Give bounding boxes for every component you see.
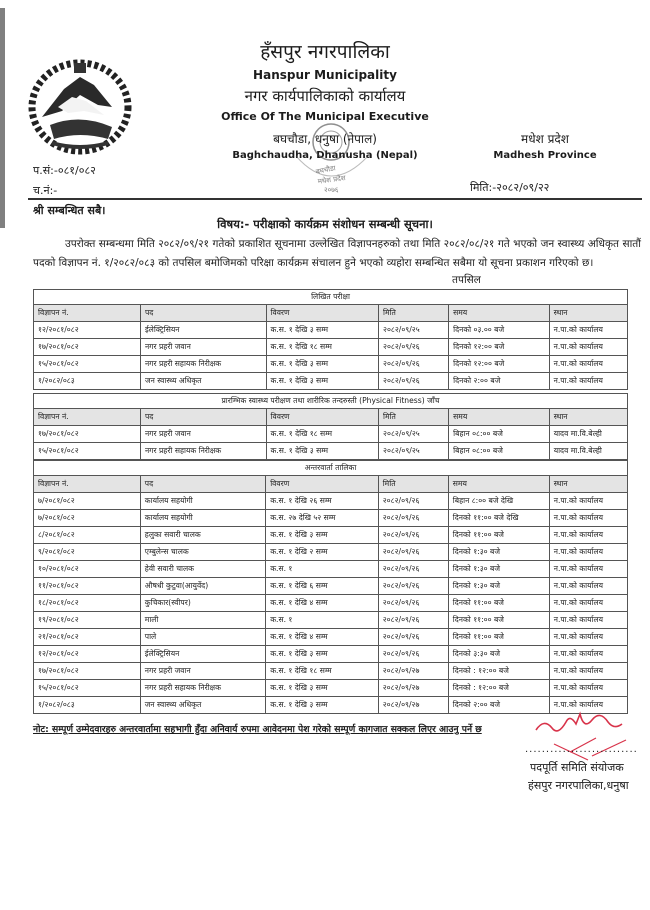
table-cell: १०/२०८१/०८२ (34, 561, 141, 578)
table-cell: कार्यालय सहयोगी (140, 510, 265, 527)
table-cell: २०८२/०९/२६ (378, 612, 448, 629)
table-row (34, 629, 628, 646)
table-cell: ११/२०८१/०८२ (34, 578, 141, 595)
column-header: विवरण (266, 409, 379, 426)
table-cell: क.स. १ देखि २ सम्म (266, 544, 379, 561)
svg-text:मधेश प्रदेश: मधेश प्रदेश (317, 173, 347, 186)
table-cell: कार्यालय सहयोगी (140, 493, 265, 510)
table-cell: दिनको १:३० बजे (448, 544, 549, 561)
table-row (34, 373, 628, 390)
table-cell: २०८२/०९/२६ (378, 646, 448, 663)
address-en: Baghchaudha, Dhanusha (Nepal) (232, 150, 418, 161)
table-cell: न.पा.को कार्यालय (549, 697, 627, 714)
table-row (34, 612, 628, 629)
table-cell: जन स्वास्थ्य अधिकृत (140, 697, 265, 714)
column-header: विवरण (266, 305, 379, 322)
table-cell: क.स. १ देखि ३ सम्म (266, 697, 379, 714)
table-cell: क.स. १ देखि ३ सम्म (266, 527, 379, 544)
interview-table (33, 460, 628, 714)
table-cell: क.स. १ देखि ३ सम्म (266, 373, 379, 390)
signature-line: ........................... (525, 744, 638, 755)
table-cell: एम्बुलेन्स चालक (140, 544, 265, 561)
table-row (34, 339, 628, 356)
table-cell: यादव मा.वि.बेल्ही (549, 426, 627, 443)
table-cell: २०८२/०९/२५ (379, 426, 449, 443)
table-cell: औषधी कुटुवा(आयुर्वेद) (140, 578, 265, 595)
table-cell: २०८२/०९/२७ (378, 663, 448, 680)
province-np: मधेश प्रदेश (521, 132, 569, 146)
table-cell: १५/२०८१/०८२ (34, 356, 141, 373)
body-paragraph (33, 235, 641, 273)
table-cell: क.स. १ देखि १८ सम्म (266, 339, 379, 356)
table-cell: दिनको : १२:०० बजे (448, 680, 549, 697)
table-cell: क.स. १ (266, 561, 379, 578)
table-cell: दिनको १२:०० बजे (449, 339, 550, 356)
column-header: पद (140, 409, 266, 426)
table-cell: न.पा.को कार्यालय (549, 493, 627, 510)
table-cell: क.स. १ देखि ३ सम्म (266, 356, 379, 373)
table-cell: २०८२/०९/२६ (379, 339, 449, 356)
table-cell: दिनको २:०० बजे (448, 697, 549, 714)
interview-caption: अन्तरवार्ता तालिका (34, 461, 628, 476)
table-cell: नगर प्रहरी सहायक निरीक्षक (140, 680, 265, 697)
table-cell: २०८२/०९/२७ (378, 697, 448, 714)
table-cell: ९/२०८१/०८२ (34, 544, 141, 561)
table-cell: २०८२/०९/२६ (378, 595, 448, 612)
table-cell: क.स. १ देखि १८ सम्म (266, 426, 379, 443)
dispatch-number: च.नं:- (33, 184, 58, 197)
table-row (34, 510, 628, 527)
column-header: स्थान (549, 409, 627, 426)
table-cell: बिहान ०८:०० बजे (449, 426, 550, 443)
table-cell: न.पा.को कार्यालय (549, 612, 627, 629)
table-cell: क.स. १ देखि १८ सम्म (266, 663, 379, 680)
table-cell: १८/२०८१/०८२ (34, 595, 141, 612)
table-row (34, 527, 628, 544)
table-cell: २०८२/०९/२६ (378, 527, 448, 544)
table-cell: दिनको ११:०० बजे देखि (448, 510, 549, 527)
table-cell: न.पा.को कार्यालय (549, 527, 627, 544)
table-cell: जन स्वास्थ्य अधिकृत (140, 373, 266, 390)
table-cell: १७/२०८१/०८२ (34, 339, 141, 356)
table-row (34, 426, 628, 443)
municipality-name-en: Hanspur Municipality (253, 68, 397, 82)
table-cell: दिनको ३:३० बजे (448, 646, 549, 663)
signature (530, 700, 640, 765)
table-cell: २०८२/०९/२६ (379, 373, 449, 390)
column-header: स्थान (549, 476, 627, 493)
table-cell: १/२०८२/०८३ (34, 373, 141, 390)
province-en: Madhesh Province (493, 150, 597, 161)
office-stamp (286, 116, 376, 196)
column-header: समय (449, 409, 550, 426)
office-name-np: नगर कार्यपालिकाको कार्यालय (244, 87, 406, 105)
table-cell: १७/२०८१/०८२ (34, 663, 141, 680)
table-cell: १७/२०८१/०८२ (34, 426, 141, 443)
table-cell: न.पा.को कार्यालय (549, 680, 627, 697)
column-header: विज्ञापन नं. (34, 476, 141, 493)
column-header: विज्ञापन नं. (34, 409, 141, 426)
table-cell: हेवी सवारी चालक (140, 561, 265, 578)
table-cell: माली (140, 612, 265, 629)
tapasil-label: तपसिल (452, 274, 481, 286)
table-row (34, 443, 628, 460)
table-cell: नगर प्रहरी जवान (140, 663, 265, 680)
table-cell: २०८२/०९/२७ (378, 680, 448, 697)
table-cell: क.स. २७ देखि ५२ सम्म (266, 510, 379, 527)
table-cell: २०८२/०९/२६ (378, 578, 448, 595)
table-cell: न.पा.को कार्यालय (549, 595, 627, 612)
table-cell: २०८२/०९/२६ (379, 356, 449, 373)
table-cell: १९/२०८१/०८२ (34, 612, 141, 629)
column-header: मिति (378, 476, 448, 493)
column-header: विज्ञापन नं. (34, 305, 141, 322)
table-cell: न.पा.को कार्यालय (549, 356, 627, 373)
table-row (34, 322, 628, 339)
table-row (34, 544, 628, 561)
signatory-title: पदपूर्ति समिति संयोजक (530, 761, 624, 774)
table-cell: न.पा.को कार्यालय (549, 339, 627, 356)
table-cell: दिनको ११:०० बजे (448, 612, 549, 629)
table-cell: क.स. १ देखि ४ सम्म (266, 629, 379, 646)
table-cell: न.पा.को कार्यालय (549, 646, 627, 663)
table-cell: ८/२०८१/०८२ (34, 527, 141, 544)
table-cell: न.पा.को कार्यालय (549, 544, 627, 561)
municipality-name-np: हँसपुर नगरपालिका (260, 41, 390, 63)
table-cell: क.स. १ (266, 612, 379, 629)
table-row (34, 663, 628, 680)
table-cell: १५/२०८१/०८२ (34, 680, 141, 697)
table-cell: दिनको ११:०० बजे (448, 595, 549, 612)
subject-line: विषय:- परीक्षाको कार्यक्रम संशोधन सम्बन्धी सूचना। (217, 217, 433, 231)
table-cell: ७/२०८१/०८२ (34, 510, 141, 527)
scan-edge (0, 8, 5, 228)
table-cell: २०८२/०९/२६ (378, 629, 448, 646)
table-cell: न.पा.को कार्यालय (549, 322, 627, 339)
reference-number: प.सं:-०८१/०८२ (33, 164, 96, 177)
table-cell: न.पा.को कार्यालय (549, 510, 627, 527)
column-header: पद (140, 305, 266, 322)
column-header: विवरण (266, 476, 379, 493)
table-cell: २०८२/०९/२६ (378, 544, 448, 561)
table-cell: कुचिकार(स्वीपर) (140, 595, 265, 612)
table-cell: क.स. १ देखि ३ सम्म (266, 646, 379, 663)
table-cell: २१/२०८१/०८२ (34, 629, 141, 646)
table-cell: दिनको १२:०० बजे (449, 356, 550, 373)
table-cell: २०८२/०९/२५ (379, 322, 449, 339)
column-header: स्थान (549, 305, 627, 322)
addressee: श्री सम्बन्धित सबै। (33, 204, 106, 217)
table-row (34, 680, 628, 697)
signatory-org: हंसपुर नगरपालिका,धनुषा (528, 779, 629, 792)
physical-exam-caption: प्रारम्भिक स्वास्थ्य परीक्षण तथा शारीरिक तन्दरुस्ती (Physical Fitness) जाँच (34, 394, 628, 409)
table-cell: न.पा.को कार्यालय (549, 629, 627, 646)
table-cell: दिनको ११:०० बजे (448, 527, 549, 544)
table-cell: नगर प्रहरी सहायक निरीक्षक (140, 356, 266, 373)
table-cell: क.स. १ देखि २६ सम्म (266, 493, 379, 510)
table-row (34, 578, 628, 595)
column-header: पद (140, 476, 265, 493)
letter-date: मिति:-२०८२/०९/२२ (470, 181, 550, 194)
physical-exam-table (33, 393, 628, 460)
column-header: समय (448, 476, 549, 493)
table-cell: क.स. १ देखि ३ सम्म (266, 680, 379, 697)
office-name-en: Office Of The Municipal Executive (221, 110, 429, 123)
table-cell: ईलेक्ट्रिसियन (140, 322, 266, 339)
table-cell: यादव मा.वि.बेल्ही (549, 443, 627, 460)
table-cell: दिनको १:३० बजे (448, 561, 549, 578)
table-cell: २०८२/०९/२६ (378, 561, 448, 578)
table-row (34, 561, 628, 578)
table-cell: नगर प्रहरी सहायक निरीक्षक (140, 443, 266, 460)
table-cell: दिनको २:०० बजे (449, 373, 550, 390)
table-cell: दिनको : १२:०० बजे (448, 663, 549, 680)
address-np: बघचौडा, धनुषा (नेपाल) (273, 132, 377, 146)
svg-text:२०७६: २०७६ (324, 186, 339, 194)
nepal-emblem-icon (28, 55, 132, 155)
table-cell: १२/२०८१/०८२ (34, 646, 141, 663)
body-text: उपरोक्त सम्बन्धमा मिति २०८२/०९/२१ गतेको प्रकाशित सूचनामा उल्लेखित विज्ञापनहरुको तथा मिति २०८२/०८/२१ गते भएको जन स्वास्थ्य अधिकृत सातौं पदको विज्ञापन नं. १/२०८२/०८३ को तपसिल बमोजिमको परिक्षा कार्यक्रम संचालन हुने भएको व्यहोरा सम्बन्धित सबैमा यो सूचना प्रकाशन गरिएको छ। (33, 238, 641, 269)
table-cell: २०८२/०९/२६ (378, 493, 448, 510)
table-cell: न.पा.को कार्यालय (549, 373, 627, 390)
table-cell: न.पा.को कार्यालय (549, 578, 627, 595)
table-cell: दिनको १:३० बजे (448, 578, 549, 595)
table-row (34, 493, 628, 510)
table-cell: हलुका सवारी चालक (140, 527, 265, 544)
svg-text:बघचौडा: बघचौडा (315, 164, 337, 177)
table-cell: क.स. १ देखि ४ सम्म (266, 595, 379, 612)
table-row (34, 646, 628, 663)
table-cell: १२/२०८१/०८२ (34, 322, 141, 339)
table-cell: १५/२०८१/०८२ (34, 443, 141, 460)
column-header: मिति (379, 409, 449, 426)
table-cell: बिहान ८:०० बजे देखि (448, 493, 549, 510)
table-cell: क.स. १ देखि ३ सम्म (266, 322, 379, 339)
table-cell: ईलेक्ट्रिसियन (140, 646, 265, 663)
note-text: नोट: सम्पूर्ण उम्मेदवारहरु अन्तरवार्तामा सहभागी हुँदा अनिवार्य रुपमा आवेदनमा पेश गरेको सम्पूर्ण कागजात सक्कल लिएर आउनु पर्ने छ (33, 724, 482, 735)
table-cell: ७/२०८१/०८२ (34, 493, 141, 510)
table-cell: नगर प्रहरी जवान (140, 426, 266, 443)
table-cell: दिनको ११:०० बजे (448, 629, 549, 646)
column-header: समय (449, 305, 550, 322)
written-exam-table (33, 289, 628, 390)
table-row (34, 595, 628, 612)
table-cell: न.पा.को कार्यालय (549, 663, 627, 680)
table-cell: २०८२/०९/२६ (378, 510, 448, 527)
table-cell: नगर प्रहरी जवान (140, 339, 266, 356)
table-cell: २०८२/०९/२५ (379, 443, 449, 460)
table-cell: बिहान ०८:०० बजे (449, 443, 550, 460)
table-cell: न.पा.को कार्यालय (549, 561, 627, 578)
table-cell: क.स. १ देखि ६ सम्म (266, 578, 379, 595)
table-cell: १/२०८२/०८३ (34, 697, 141, 714)
header-divider (28, 198, 642, 200)
table-row (34, 356, 628, 373)
table-cell: क.स. १ देखि ३ सम्म (266, 443, 379, 460)
written-exam-caption: लिखित परीक्षा (34, 290, 628, 305)
table-cell: दिनको ०३.०० बजे (449, 322, 550, 339)
table-cell: पाले (140, 629, 265, 646)
column-header: मिति (379, 305, 449, 322)
